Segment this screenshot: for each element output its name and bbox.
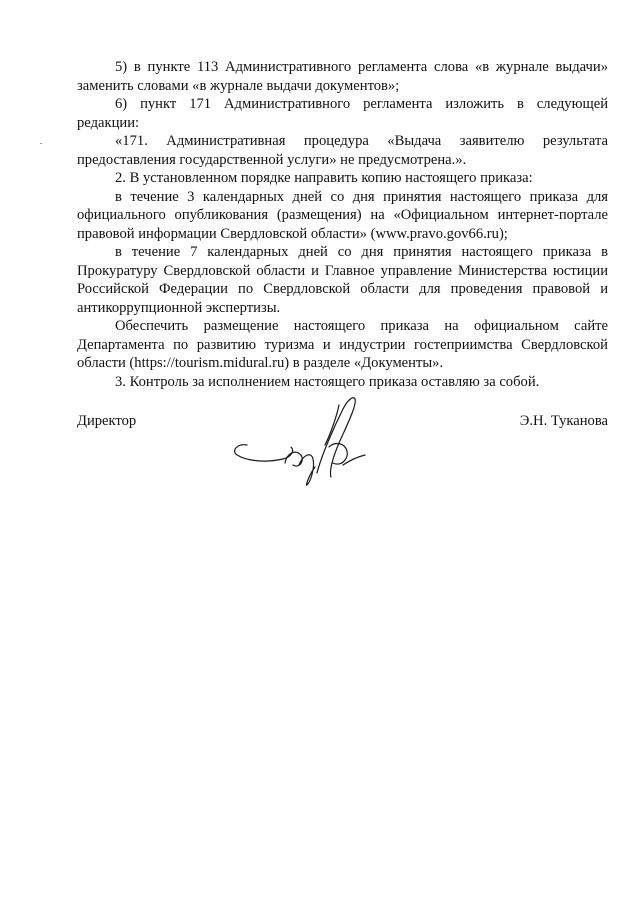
paragraph-quoted-171: «171. Административная процедура «Выдача заявителю результата предоставления государственной услуги» не предусмотрена.».: [77, 133, 608, 168]
signatory-role: Директор: [77, 413, 137, 429]
handwritten-signature: [225, 385, 375, 495]
scan-artifact: [40, 143, 42, 144]
document-body: [77, 58, 608, 391]
paragraph-website: Обеспечить размещение настоящего приказа на официальном сайте Департамента по развитию туризма и индустрии гостеприимства Свердловской области (https://tourism.midural.ru) в разделе «Документы».: [77, 318, 608, 371]
paragraph-publication: в течение 3 календарных дней со дня принятия настоящего приказа для официального опубликования (размещения) на «Официальном интернет-портале правовой информации Свердловской области» (www.pravo.gov66.ru);: [77, 188, 608, 242]
paragraph-point-2: 2. В установленном порядке направить копию настоящего приказа:: [115, 170, 533, 186]
paragraph-prosecutor: в течение 7 календарных дней со дня принятия настоящего приказа в Прокуратуру Свердловской области и Главное управление Министерства юстиции Российской Федерации по Свердловской области для проведения правовой и антикоррупционной экспертизы.: [77, 244, 608, 316]
paragraph-point-3: 3. Контроль за исполнением настоящего приказа оставляю за собой.: [115, 373, 540, 390]
paragraph-item-5: 5) в пункте 113 Административного регламента слова «в журнале выдачи» заменить словами «в журнале выдачи документов»;: [77, 59, 608, 94]
paragraph-item-6: 6) пункт 171 Административного регламента изложить в следующей редакции:: [77, 96, 608, 131]
signatory-name: Э.Н. Туканова: [519, 413, 608, 429]
